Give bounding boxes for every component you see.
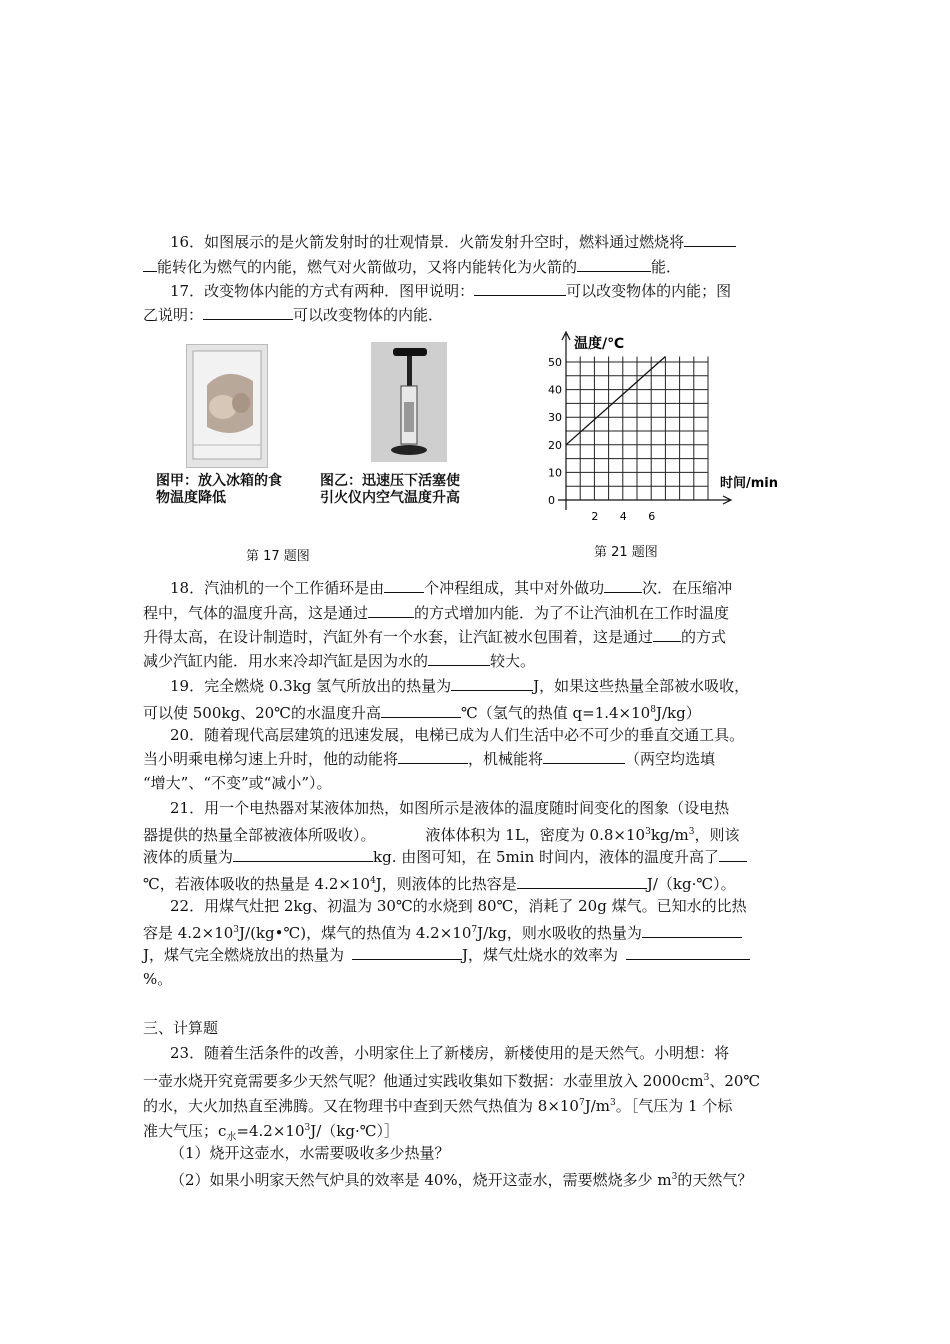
x-tick-label: 2 <box>591 510 599 523</box>
q22-line1: 22．用煤气灶把 2kg、初温为 30℃的水烧到 80℃，消耗了 20g 煤气。已知水的比热 <box>170 897 747 915</box>
q21-line4: ℃，若液体吸收的热量是 $4.2\times 10^4J$，则液体的比热容是 J/（kg·℃）。 <box>143 875 736 893</box>
q19-line2: 可以使 500kg、20℃的水温度升高 ℃（氢气的热值 $q=1.4\times 10^8J/kg$） <box>143 704 701 722</box>
fig21-label: 第 21 题图 <box>594 545 658 560</box>
y-tick-label: 50 <box>548 356 562 369</box>
q22-line4: %。 <box>143 970 173 988</box>
chart-grid <box>566 356 708 500</box>
pump-caption: 图乙：迅速压下活塞使 引火仪内空气温度升高 <box>320 473 460 506</box>
chart-axes <box>558 332 731 510</box>
q21-line3: 液体的质量为 kg. 由图可知，在 5min 时间内，液体的温度升高了 <box>143 847 747 867</box>
pump-image <box>371 342 447 462</box>
temperature-line <box>566 356 665 444</box>
q17-line2: 乙说明： 可以改变物体的内能． <box>143 306 444 324</box>
fridge-image <box>186 344 268 468</box>
y-tick-label: 10 <box>548 466 562 480</box>
x-tick-label: 4 <box>619 510 627 523</box>
q21-line1: 21．用一个电热器对某液体加热，如图所示是液体的温度随时间变化的图象（设电热 <box>170 799 730 817</box>
y-tick-label: 0 <box>548 494 555 507</box>
q18-line3: 升得太高，在设计制造时，汽缸外有一个水套，让汽缸被水包围着，这是通过 的方式 <box>143 628 727 646</box>
fig17-label: 第 17 题图 <box>246 549 310 564</box>
fridge-caption: 图甲：放入冰箱的食 物温度降低 <box>156 473 282 506</box>
q19-line1: 19．完全燃烧 0.3kg 氢气所放出的热量为 J，如果这些热量全部被水吸收， <box>170 677 750 695</box>
x-tick-label: 6 <box>648 510 656 523</box>
q18-line4: 减少汽缸内能．用水来冷却汽缸是因为水的 较大。 <box>143 652 536 670</box>
q16-line2: 能转化为燃气的内能，燃气对火箭做功，又将内能转化为火箭的 能． <box>143 257 681 277</box>
q20-line1: 20．随着现代高层建筑的迅速发展，电梯已成为人们生活中必不可少的垂直交通工具。 <box>170 726 745 744</box>
section3-heading: 三、计算题 <box>143 1019 219 1037</box>
q18-line1: 18．汽油机的一个工作循环是由 个冲程组成，其中对外做功 次．在压缩冲 <box>170 579 733 597</box>
q22-line2: 容是 $4.2\times 10^3J/(kg•℃)$，煤气的热值为 $4.2\times 10^7J/kg$，则水吸收的热量为 <box>143 920 742 943</box>
temperature-time-chart <box>530 328 790 528</box>
y-tick-label: 40 <box>548 383 562 397</box>
y-axis-label: 温度/℃ <box>574 336 625 352</box>
q22-line3: J，煤气完全燃烧放出的热量为 J，煤气灶烧水的效率为 <box>143 945 750 965</box>
q23-line1: 23．随着生活条件的改善，小明家住上了新楼房，新楼使用的是天然气。小明想：将 <box>170 1044 730 1062</box>
chart-ticks <box>548 356 655 523</box>
q18-line2: 程中，气体的温度升高，这是通过 的方式增加内能．为了不让汽油机在工作时温度 <box>143 604 730 622</box>
y-tick-label: 20 <box>548 438 562 452</box>
q23-line3: 的水，大火加热直至沸腾。又在物理书中查到天然气热值为 $8\times 10^7J/m^3$。［气压为 1 个标 <box>143 1097 733 1115</box>
q23-line2: 一壶水烧开究竟需要多少天然气呢？他通过实践收集如下数据：水壶里放入 $2000cm^3$、20℃ <box>143 1072 761 1090</box>
q17-line1: 17．改变物体内能的方式有两种．图甲说明： 可以改变物体的内能；图 <box>170 282 732 300</box>
q23-sub2: （2）如果小明家天然气炉具的效率是 40%，烧开这壶水，需要燃烧多少 $m^3$的天然气？ <box>170 1171 753 1189</box>
q23-line4: 准大气压；$c_水=4.2\times 10^3J/(kg\cdot℃)]$ <box>143 1122 400 1143</box>
y-tick-label: 30 <box>548 411 562 425</box>
x-axis-label: 时间/min <box>720 476 779 491</box>
q23-sub1: （1）烧开这壶水，水需要吸收多少热量？ <box>170 1144 450 1162</box>
q16-line1: 16．如图展示的是火箭发射时的壮观情景．火箭发射升空时，燃料通过燃烧将 <box>170 232 736 252</box>
q20-line2: 当小明乘电梯匀速上升时，他的动能将 ，机械能将 （两空均选填 <box>143 750 716 768</box>
q20-line3: “增大”、“不变”或“减小”）。 <box>143 774 332 792</box>
q21-line2: 器提供的热量全部被液体所吸收）。 液体体积为 1L，密度为 $0.8\times 10^3kg/m^3$，则该 <box>143 826 740 844</box>
chart-series <box>566 356 665 444</box>
